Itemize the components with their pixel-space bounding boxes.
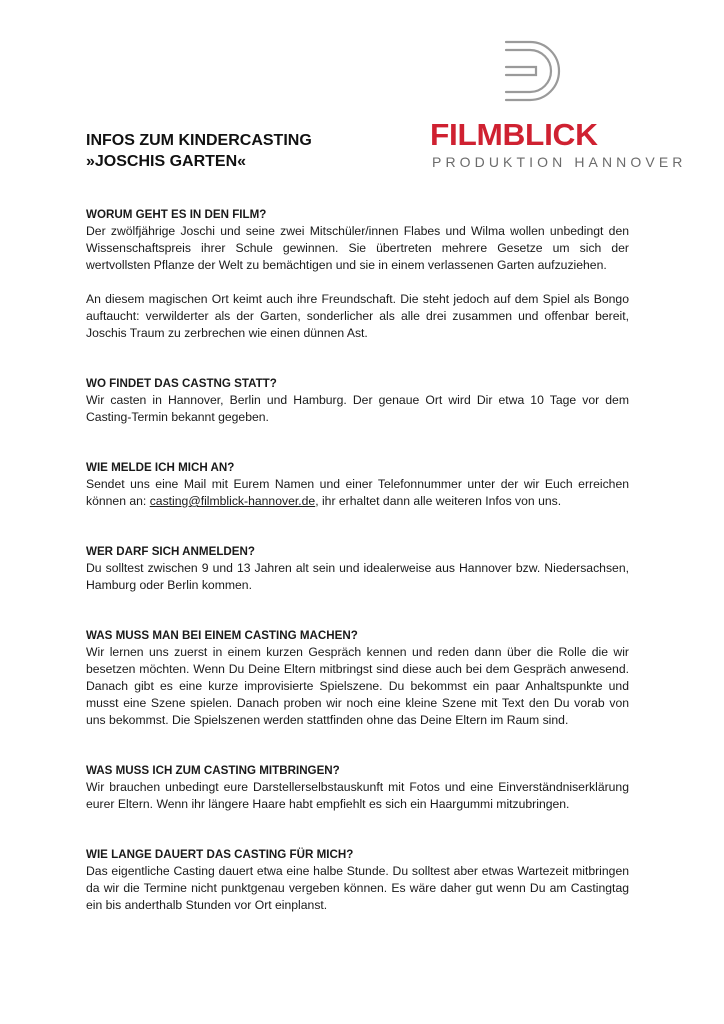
filmblick-logo-icon bbox=[500, 38, 566, 104]
section-location bbox=[86, 375, 629, 426]
section-paragraph bbox=[86, 476, 629, 510]
page-title bbox=[86, 130, 312, 172]
brand-subtitle: PRODUKTION HANNOVER bbox=[432, 154, 687, 170]
section-heading: WER DARF SICH ANMELDEN? bbox=[86, 545, 255, 558]
section-paragraph: Wir lernen uns zuerst in einem kurzen Gespräch kennen und reden dann über die Rolle die wir besetzen möchten. Wenn Du Deine Eltern mitbringst sind diese auch bei dem Gespräch anwesend. Danach gibt es eine kurze improvisierte Spielszene. Du bekommst ein paar Anhaltspunkte und musst eine Szene spielen. Danach proben wir noch eine kleine Szene mit Text den Du vorab von uns bekommst. Die Spielszenen werden stattfinden ohne das Deine Eltern im Raum sind. bbox=[86, 645, 629, 727]
section-paragraph: Der zwölfjährige Joschi und seine zwei Mitschüler/innen Flabes und Wilma wollen unbedingt den Wissenschaftspreis ihrer Schule gewinnen. Sie übertreten mehrere Gesetze um sich der wertvollsten Pflanze der Welt zu bemächtigen und sie in einem verlassenen Garten aufzuziehen. bbox=[86, 224, 629, 272]
section-paragraph: Wir brauchen unbedingt eure Darstellerselbstauskunft mit Fotos und eine Einverständniserklärung eurer Eltern. Wenn ihr längere Haare habt empfiehlt es sich ein Haargummi mitzubringen. bbox=[86, 780, 629, 811]
section-heading: WIE MELDE ICH MICH AN? bbox=[86, 461, 235, 474]
section-paragraph: An diesem magischen Ort keimt auch ihre Freundschaft. Die steht jedoch auf dem Spiel als Bongo auftaucht: verwilderter als der Garten, sonderlicher als alle drei zusammen und offenbar bereit, Joschis Traum zu zerbrechen wie einen dünnen Ast. bbox=[86, 292, 629, 340]
section-heading: WIE LANGE DAUERT DAS CASTING FÜR MICH? bbox=[86, 848, 354, 861]
section-paragraph: Wir casten in Hannover, Berlin und Hamburg. Der genaue Ort wird Dir etwa 10 Tage vor dem Casting-Termin bekannt gegeben. bbox=[86, 393, 629, 424]
registration-text-before: Sendet uns eine Mail mit Eurem Namen und einer Telefonnummer unter der wir Euch erreichen können an: bbox=[86, 477, 629, 508]
page-title-line-1: INFOS ZUM KINDERCASTING bbox=[86, 132, 312, 149]
section-heading: WORUM GEHT ES IN DEN FILM? bbox=[86, 208, 267, 221]
section-paragraph: Du solltest zwischen 9 und 13 Jahren alt sein und idealerweise aus Hannover bzw. Niedersachsen, Hamburg oder Berlin kommen. bbox=[86, 561, 629, 592]
section-eligibility bbox=[86, 543, 629, 594]
section-registration bbox=[86, 459, 629, 510]
section-paragraph: Das eigentliche Casting dauert etwa eine halbe Stunde. Du solltest aber etwas Wartezeit mitbringen da wir die Termine nicht punktgenau vergeben können. Es wäre daher gut wenn Du am Castingtag ein bis anderthalb Stunden vor Ort einplanst. bbox=[86, 864, 629, 912]
section-heading: WO FINDET DAS CASTNG STATT? bbox=[86, 377, 277, 390]
section-what-to-bring bbox=[86, 762, 629, 813]
document-body bbox=[86, 206, 629, 947]
section-heading: WAS MUSS ICH ZUM CASTING MITBRINGEN? bbox=[86, 764, 340, 777]
registration-text-after: , ihr erhaltet dann alle weiteren Infos von uns. bbox=[315, 494, 562, 508]
section-duration bbox=[86, 846, 629, 914]
page-title-line-2: »JOSCHIS GARTEN« bbox=[86, 153, 247, 170]
section-heading: WAS MUSS MAN BEI EINEM CASTING MACHEN? bbox=[86, 629, 358, 642]
brand-name: FILMBLICK bbox=[430, 117, 598, 152]
section-casting-process bbox=[86, 627, 629, 729]
casting-email-link[interactable]: casting@filmblick-hannover.de bbox=[149, 494, 316, 508]
section-story bbox=[86, 206, 629, 342]
